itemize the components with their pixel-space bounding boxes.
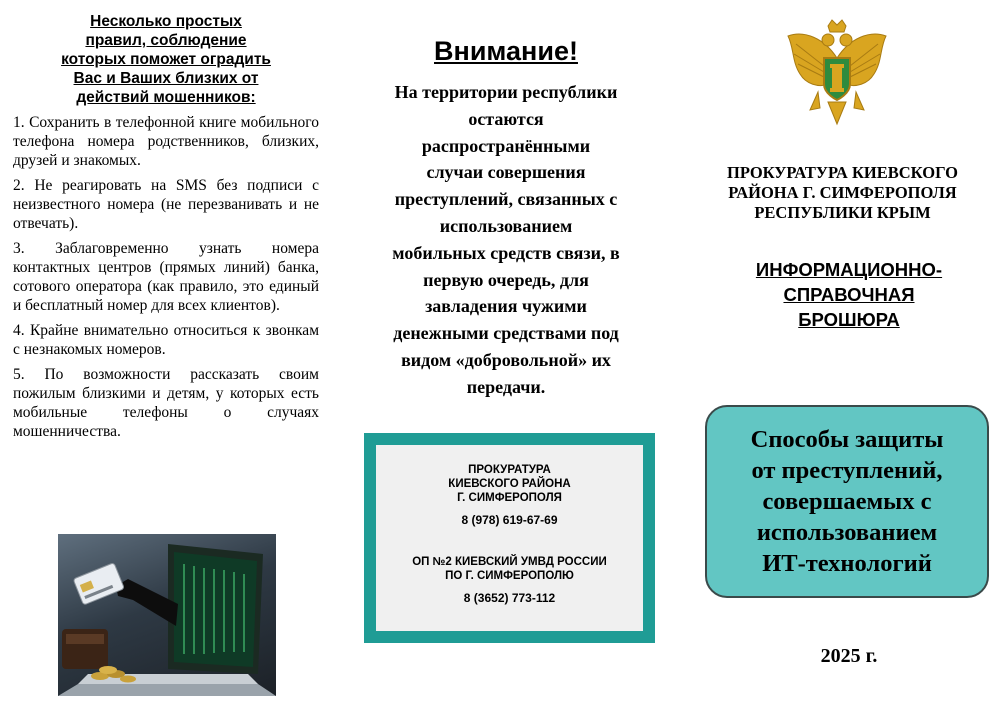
attention-line: передачи.	[466, 376, 546, 397]
contact-org-line: ПО Г. СИМФЕРОПОЛЮ	[445, 570, 574, 582]
attention-line: видом «добровольной» их	[401, 349, 611, 370]
contact-org-line: ПРОКУРАТУРА	[468, 464, 551, 476]
attention-line: завладения чужими	[425, 296, 587, 317]
rules-heading-line: действий мошенников:	[76, 89, 256, 106]
office-name-line: РАЙОНА Г. СИМФЕРОПОЛЯ	[728, 183, 957, 202]
attention-line: остаются	[468, 108, 544, 129]
topic-line: совершаемых с	[762, 488, 932, 515]
attention-line: денежными средствами под	[393, 323, 619, 344]
hacker-photo	[58, 534, 276, 696]
attention-line: первую очередь, для	[423, 269, 589, 290]
office-name-line: РЕСПУБЛИКИ КРЫМ	[754, 203, 931, 222]
contact-phone: 8 (978) 619-67-69	[461, 513, 558, 527]
office-name	[679, 163, 1006, 223]
attention-line: случаи совершения	[426, 162, 586, 183]
middle-panel	[333, 0, 679, 705]
rule-item: 2. Не реагировать на SMS без подписи с неизвестного номера (не перезванивать и не отвечать).	[13, 177, 319, 232]
left-panel	[0, 0, 333, 705]
topic-line: ИТ-технологий	[762, 550, 932, 577]
brochure-type-line: СПРАВОЧНАЯ	[783, 284, 915, 305]
rule-item: 3. Заблаговременно узнать номера контактных центров (прямых линий) банка, сотового оператора (как правило, это единый и бесплатный номер для всех клиентов).	[13, 240, 319, 314]
brochure-type	[699, 257, 999, 332]
right-panel	[679, 0, 1006, 705]
contact-org-line: Г. СИМФЕРОПОЛЯ	[457, 492, 562, 504]
brochure-type-line: БРОШЮРА	[798, 309, 900, 330]
topic-line: Способы защиты	[750, 426, 944, 453]
attention-title: Внимание!	[434, 36, 578, 66]
rules-heading-line: Вас и Ваших близких от	[73, 70, 259, 87]
attention-text	[361, 79, 651, 401]
contacts-box	[364, 433, 655, 643]
brochure-topic	[751, 424, 944, 579]
topic-line: использованием	[756, 519, 938, 546]
attention-line: распространёнными	[421, 135, 591, 156]
brochure-topic-box	[705, 405, 989, 598]
attention-line: использованием	[439, 215, 573, 236]
attention-line: мобильных средств связи, в	[392, 242, 620, 263]
rule-item: 1. Сохранить в телефонной книге мобильного телефона номера родственников, близких, друзей и знакомых.	[13, 114, 319, 169]
topic-line: от преступлений,	[751, 457, 943, 484]
attention-line: преступлений, связанных с	[394, 189, 618, 210]
hacker-laptop-illustration	[58, 534, 276, 696]
brochure-type-line: ИНФОРМАЦИОННО-	[755, 259, 943, 280]
attention-line: На территории республики	[394, 82, 618, 102]
contact-org-line: КИЕВСКОГО РАЙОНА	[448, 478, 571, 490]
contact-org-line: ОП №2 КИЕВСКИЙ УМВД РОССИИ	[412, 556, 607, 568]
rules-heading-line: которых поможет оградить	[61, 51, 271, 68]
office-name-line: ПРОКУРАТУРА КИЕВСКОГО	[727, 163, 958, 182]
rules-heading-line: Несколько простых	[90, 13, 242, 30]
rule-item: 4. Крайне внимательно относиться к звонкам с незнакомых номеров.	[13, 322, 319, 358]
contacts-inner	[376, 445, 643, 631]
rules-heading-line: правил, соблюдение	[85, 32, 247, 49]
brochure-year: 2025 г.	[820, 645, 878, 667]
eagle-emblem-icon	[784, 18, 890, 128]
rule-item: 5. По возможности рассказать своим пожилым близкими и детям, у которых есть мобильные телефоны о случаях мошенничества.	[13, 366, 319, 440]
contact-phone: 8 (3652) 773-112	[463, 591, 556, 605]
rules-heading	[13, 12, 319, 107]
